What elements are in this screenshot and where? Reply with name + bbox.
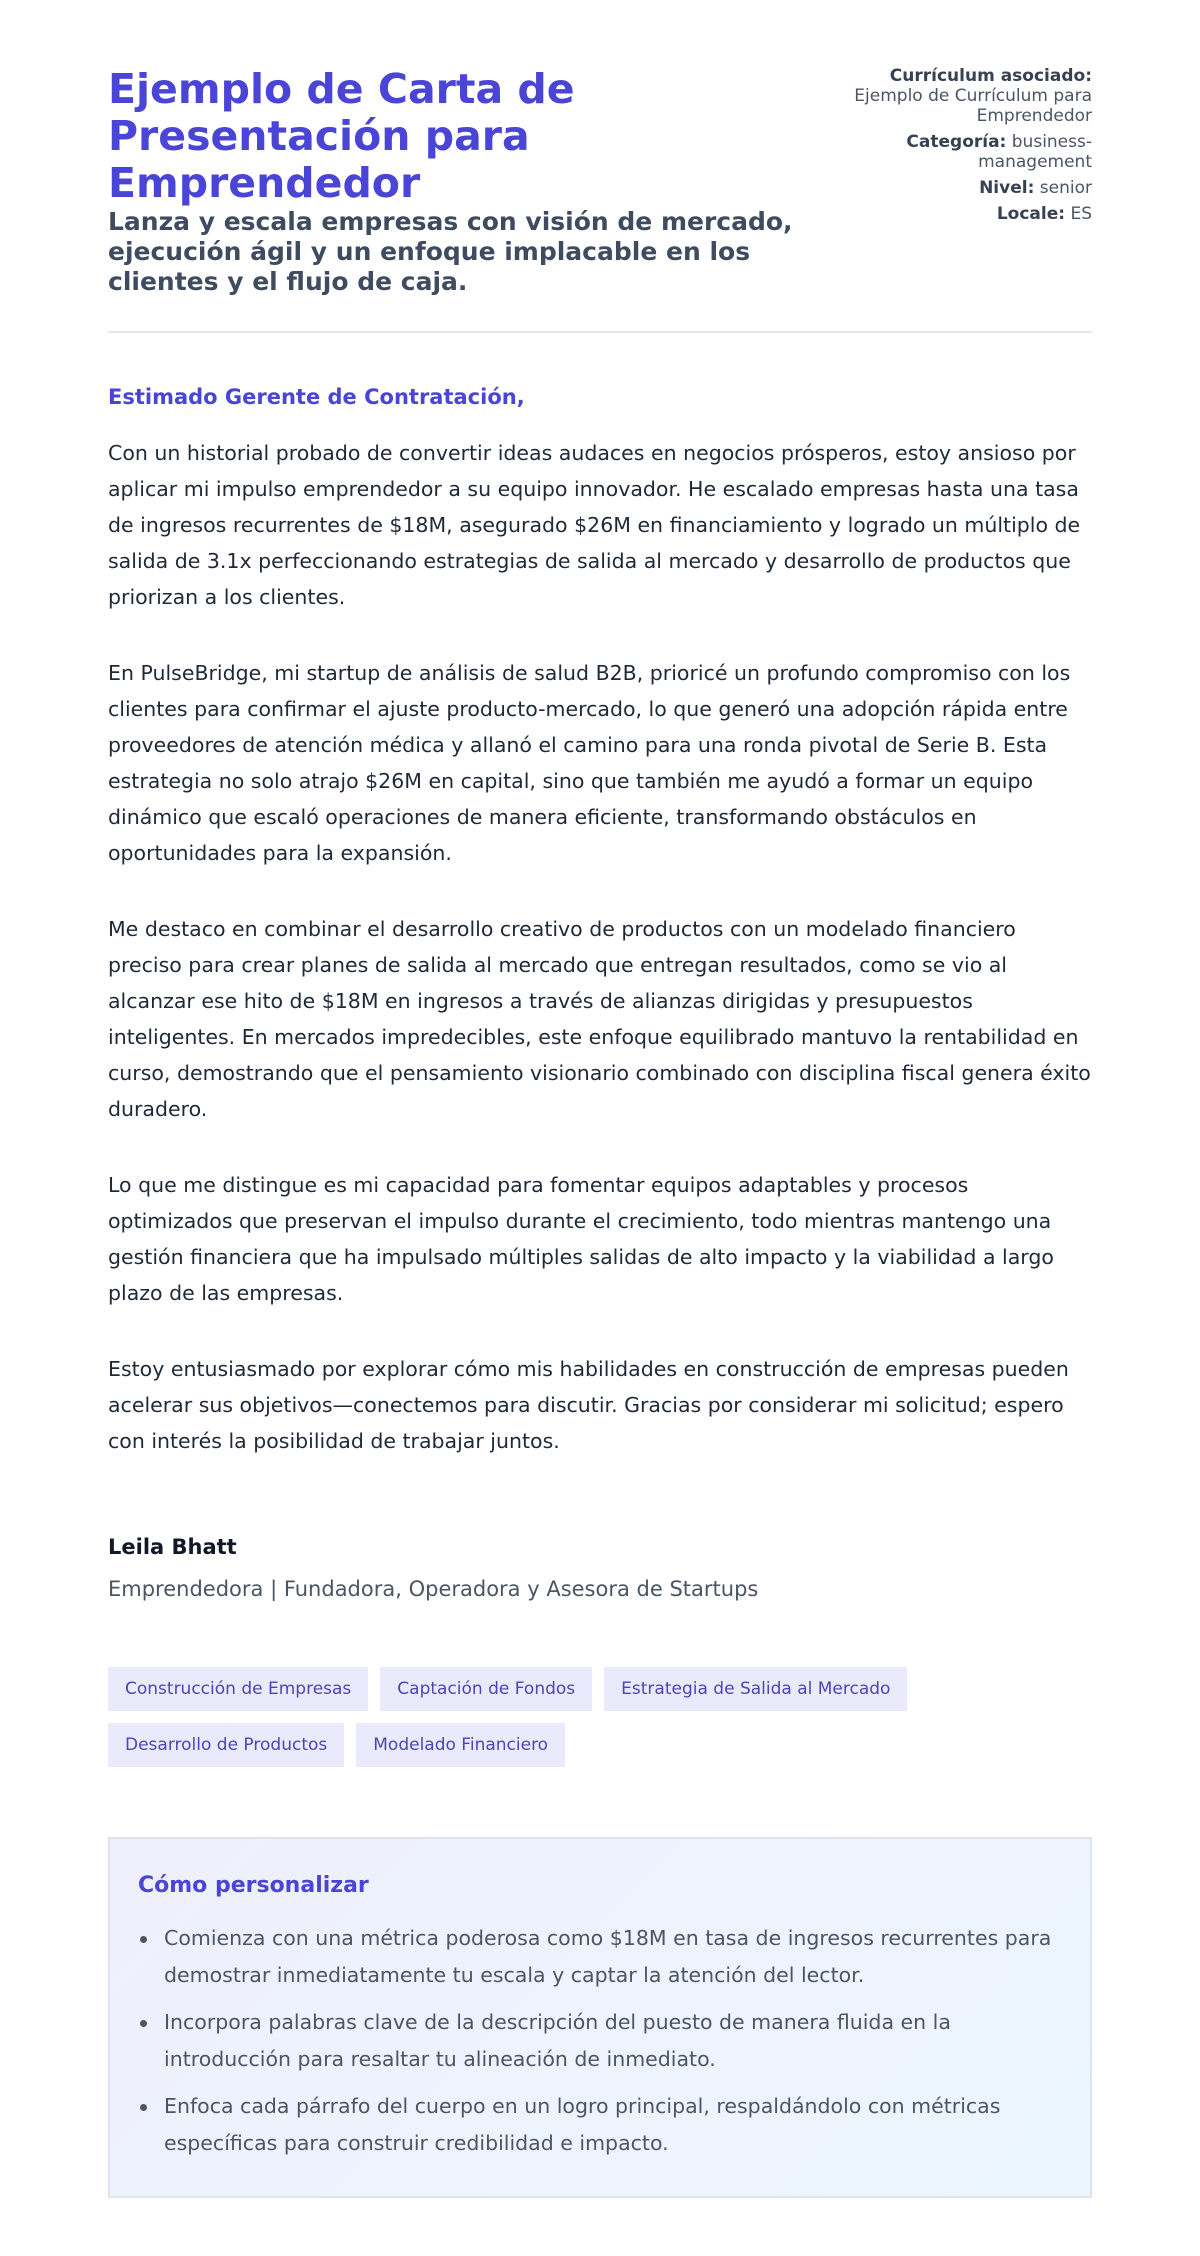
bullet-icon — [140, 1936, 147, 1943]
meta-category-label: Categoría: — [906, 132, 1007, 152]
skill-tag: Modelado Financiero — [356, 1723, 565, 1767]
meta-category-value: business-management — [978, 132, 1092, 172]
meta-level — [852, 178, 1092, 198]
skill-tags — [108, 1667, 1008, 1767]
meta-resume — [852, 66, 1092, 126]
meta-resume-value: Ejemplo de Currículum para Emprendedor — [854, 86, 1092, 126]
customization-tips-box — [108, 1837, 1092, 2198]
header-titles — [108, 66, 828, 297]
meta-level-value: senior — [1039, 178, 1092, 198]
meta-locale — [852, 204, 1092, 224]
tips-item-text: Incorpora palabras clave de la descripción del puesto de manera fluida en la introducción para resaltar tu alineación de inmediato. — [164, 2010, 951, 2071]
tips-list-item — [138, 2088, 1062, 2162]
letter-greeting: Estimado Gerente de Contratación, — [108, 385, 525, 409]
letter-paragraph: Estoy entusiasmado por explorar cómo mis habilidades en construcción de empresas pueden acelerar sus objetivos—conectemos para discutir. Gracias por considerar mi solicitud; espero con interés la posibilidad de trabajar juntos. — [108, 1357, 1069, 1453]
signature-name: Leila Bhatt — [108, 1535, 237, 1559]
letter-paragraph: Me destaco en combinar el desarrollo creativo de productos con un modelado financiero preciso para crear planes de salida al mercado que entregan resultados, como se vio al alcanzar ese hito de $18M en ingresos a través de alianzas dirigidas y presupuestos inteligentes. En mercados impredecibles, este enfoque equilibrado mantuvo la rentabilidad en curso, demostrando que el pensamiento visionario combinado con disciplina fiscal genera éxito duradero. — [108, 917, 1091, 1121]
skill-tag: Estrategia de Salida al Mercado — [604, 1667, 907, 1711]
meta-resume-label: Currículum asociado: — [889, 66, 1092, 86]
page-subtitle: Lanza y escala empresas con visión de mercado, ejecución ágil y un enfoque implacable en los clientes y el flujo de caja. — [108, 207, 793, 296]
tips-item-text: Comienza con una métrica poderosa como $18M en tasa de ingresos recurrentes para demostrar inmediatamente tu escala y captar la atención del lector. — [164, 1926, 1052, 1987]
letter-paragraph: En PulseBridge, mi startup de análisis de salud B2B, prioricé un profundo compromiso con los clientes para confirmar el ajuste producto-mercado, lo que generó una adopción rápida entre proveedores de atención médica y allanó el camino para una ronda pivotal de Serie B. Esta estrategia no solo atrajo $26M en capital, sino que también me ayudó a formar un equipo dinámico que escaló operaciones de manera eficiente, transformando obstáculos en oportunidades para la expansión. — [108, 661, 1071, 865]
signature-block — [108, 1535, 1092, 1601]
bullet-icon — [140, 2104, 147, 2111]
meta-category — [852, 132, 1092, 172]
meta-level-label: Nivel: — [979, 178, 1035, 198]
page-header — [108, 66, 1092, 333]
signature-role: Emprendedora | Fundadora, Operadora y Asesora de Startups — [108, 1577, 759, 1601]
meta-locale-value: ES — [1070, 204, 1092, 224]
letter-body — [108, 385, 1092, 1459]
page-title: Ejemplo de Carta de Presentación para Emprendedor — [108, 65, 575, 207]
bullet-icon — [140, 2020, 147, 2027]
letter-paragraph: Lo que me distingue es mi capacidad para fomentar equipos adaptables y procesos optimizados que preservan el impulso durante el crecimiento, todo mientras mantengo una gestión financiera que ha impulsado múltiples salidas de alto impacto y la viabilidad a largo plazo de las empresas. — [108, 1173, 1054, 1305]
metadata-panel — [852, 66, 1092, 230]
tips-list-item — [138, 1920, 1062, 1994]
skill-tag: Desarrollo de Productos — [108, 1723, 344, 1767]
tips-item-text: Enfoca cada párrafo del cuerpo en un logro principal, respaldándolo con métricas específicas para construir credibilidad e impacto. — [164, 2094, 1001, 2155]
skill-tag: Construcción de Empresas — [108, 1667, 368, 1711]
tips-title: Cómo personalizar — [138, 1873, 369, 1898]
letter-paragraph: Con un historial probado de convertir ideas audaces en negocios prósperos, estoy ansioso por aplicar mi impulso emprendedor a su equipo innovador. He escalado empresas hasta una tasa de ingresos recurrentes de $18M, asegurado $26M en financiamiento y logrado un múltiplo de salida de 3.1x perfeccionando estrategias de salida al mercado y desarrollo de productos que priorizan a los clientes. — [108, 441, 1081, 609]
tips-list — [138, 1920, 1062, 2162]
meta-locale-label: Locale: — [996, 204, 1066, 224]
skill-tag: Captación de Fondos — [380, 1667, 592, 1711]
tips-list-item — [138, 2004, 1062, 2078]
